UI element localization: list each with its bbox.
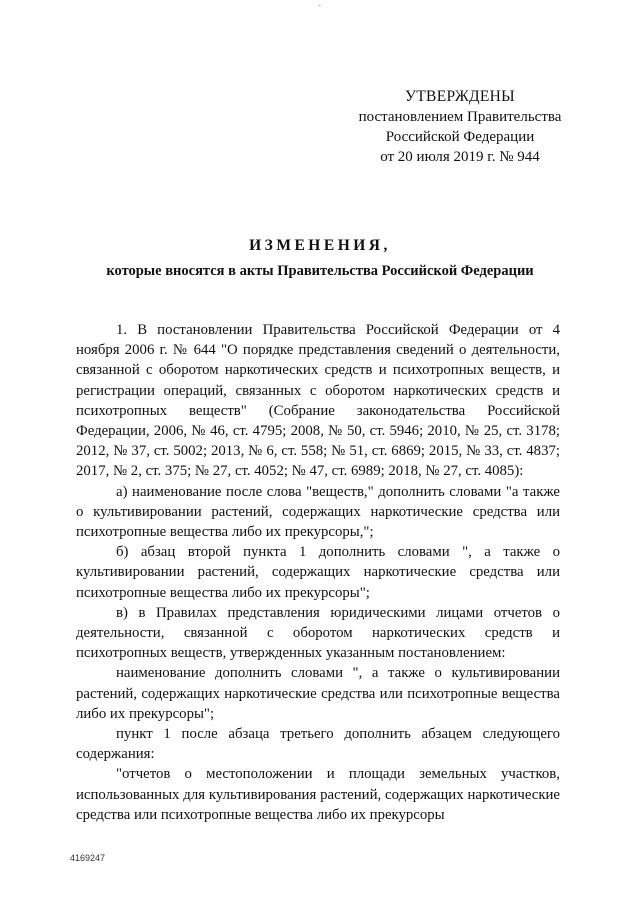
paragraph-a: а) наименование после слова "веществ," дополнить словами "а также о культивировании растений, содержащих наркотические средства или психотропные вещества либо их прекурсоры,"; xyxy=(76,483,560,541)
paragraph-c: в) в Правилах представления юридическими лицами отчетов о деятельности, связанной с оборотом наркотических средств и психотропных веществ, утвержденных указанным постановлением: xyxy=(76,604,560,662)
paragraph-b: б) абзац второй пункта 1 дополнить словами ", а также о культивировании растений, содержащих наркотические средства или психотропные вещества либо их прекурсоры"; xyxy=(76,544,560,601)
footer-document-code: 4169247 xyxy=(70,853,106,863)
document-title: ИЗМЕНЕНИЯ, xyxy=(249,237,391,254)
document-subtitle: которые вносятся в акты Правительства Российской Федерации xyxy=(106,263,534,279)
paragraph-1: 1. В постановлении Правительства Российской Федерации от 4 ноября 2006 г. № 644 "О порядке представления сведений о деятельности, связанной с оборотом наркотических средств и психотропных веществ, и регистрации операций, связанных с оборотом наркотических средств и психотропных веществ" (Собрание законодательства Российской Федерации, 2006, № 46, ст. 4795; 2008, № 50, ст. 5946; 2010, № 25, ст. 3178; 2012, № 37, ст. 5002; 2013, № 6, ст. 558; № 51, ст. 6869; 2015, № 33, ст. 4837; 2017, № 2, ст. 375; № 27, ст. 4052; № 47, ст. 6989; 2018, № 27, ст. 4085): xyxy=(76,322,560,480)
approval-line-1: постановлением Правительства xyxy=(358,109,562,125)
approval-block xyxy=(340,87,580,167)
paragraph-name-change: наименование дополнить словами ", а также о культивировании растений, содержащих наркотические средства или психотропные вещества либо их прекурсоры"; xyxy=(76,665,560,722)
approval-line-2: Российской Федерации xyxy=(385,129,535,145)
document-body xyxy=(76,320,560,825)
approval-line-3: от 20 июля 2019 г. № 944 xyxy=(380,149,540,165)
paragraph-point-1: пункт 1 после абзаца третьего дополнить абзацем следующего содержания: xyxy=(76,726,560,763)
paragraph-quote: "отчетов о местоположении и площади земельных участков, использованных для культивирования растений, содержащих наркотические средства или психотропные вещества либо их прекурсоры xyxy=(76,766,560,823)
page-top-mark: - xyxy=(318,0,321,10)
approval-title: УТВЕРЖДЕНЫ xyxy=(405,88,515,105)
